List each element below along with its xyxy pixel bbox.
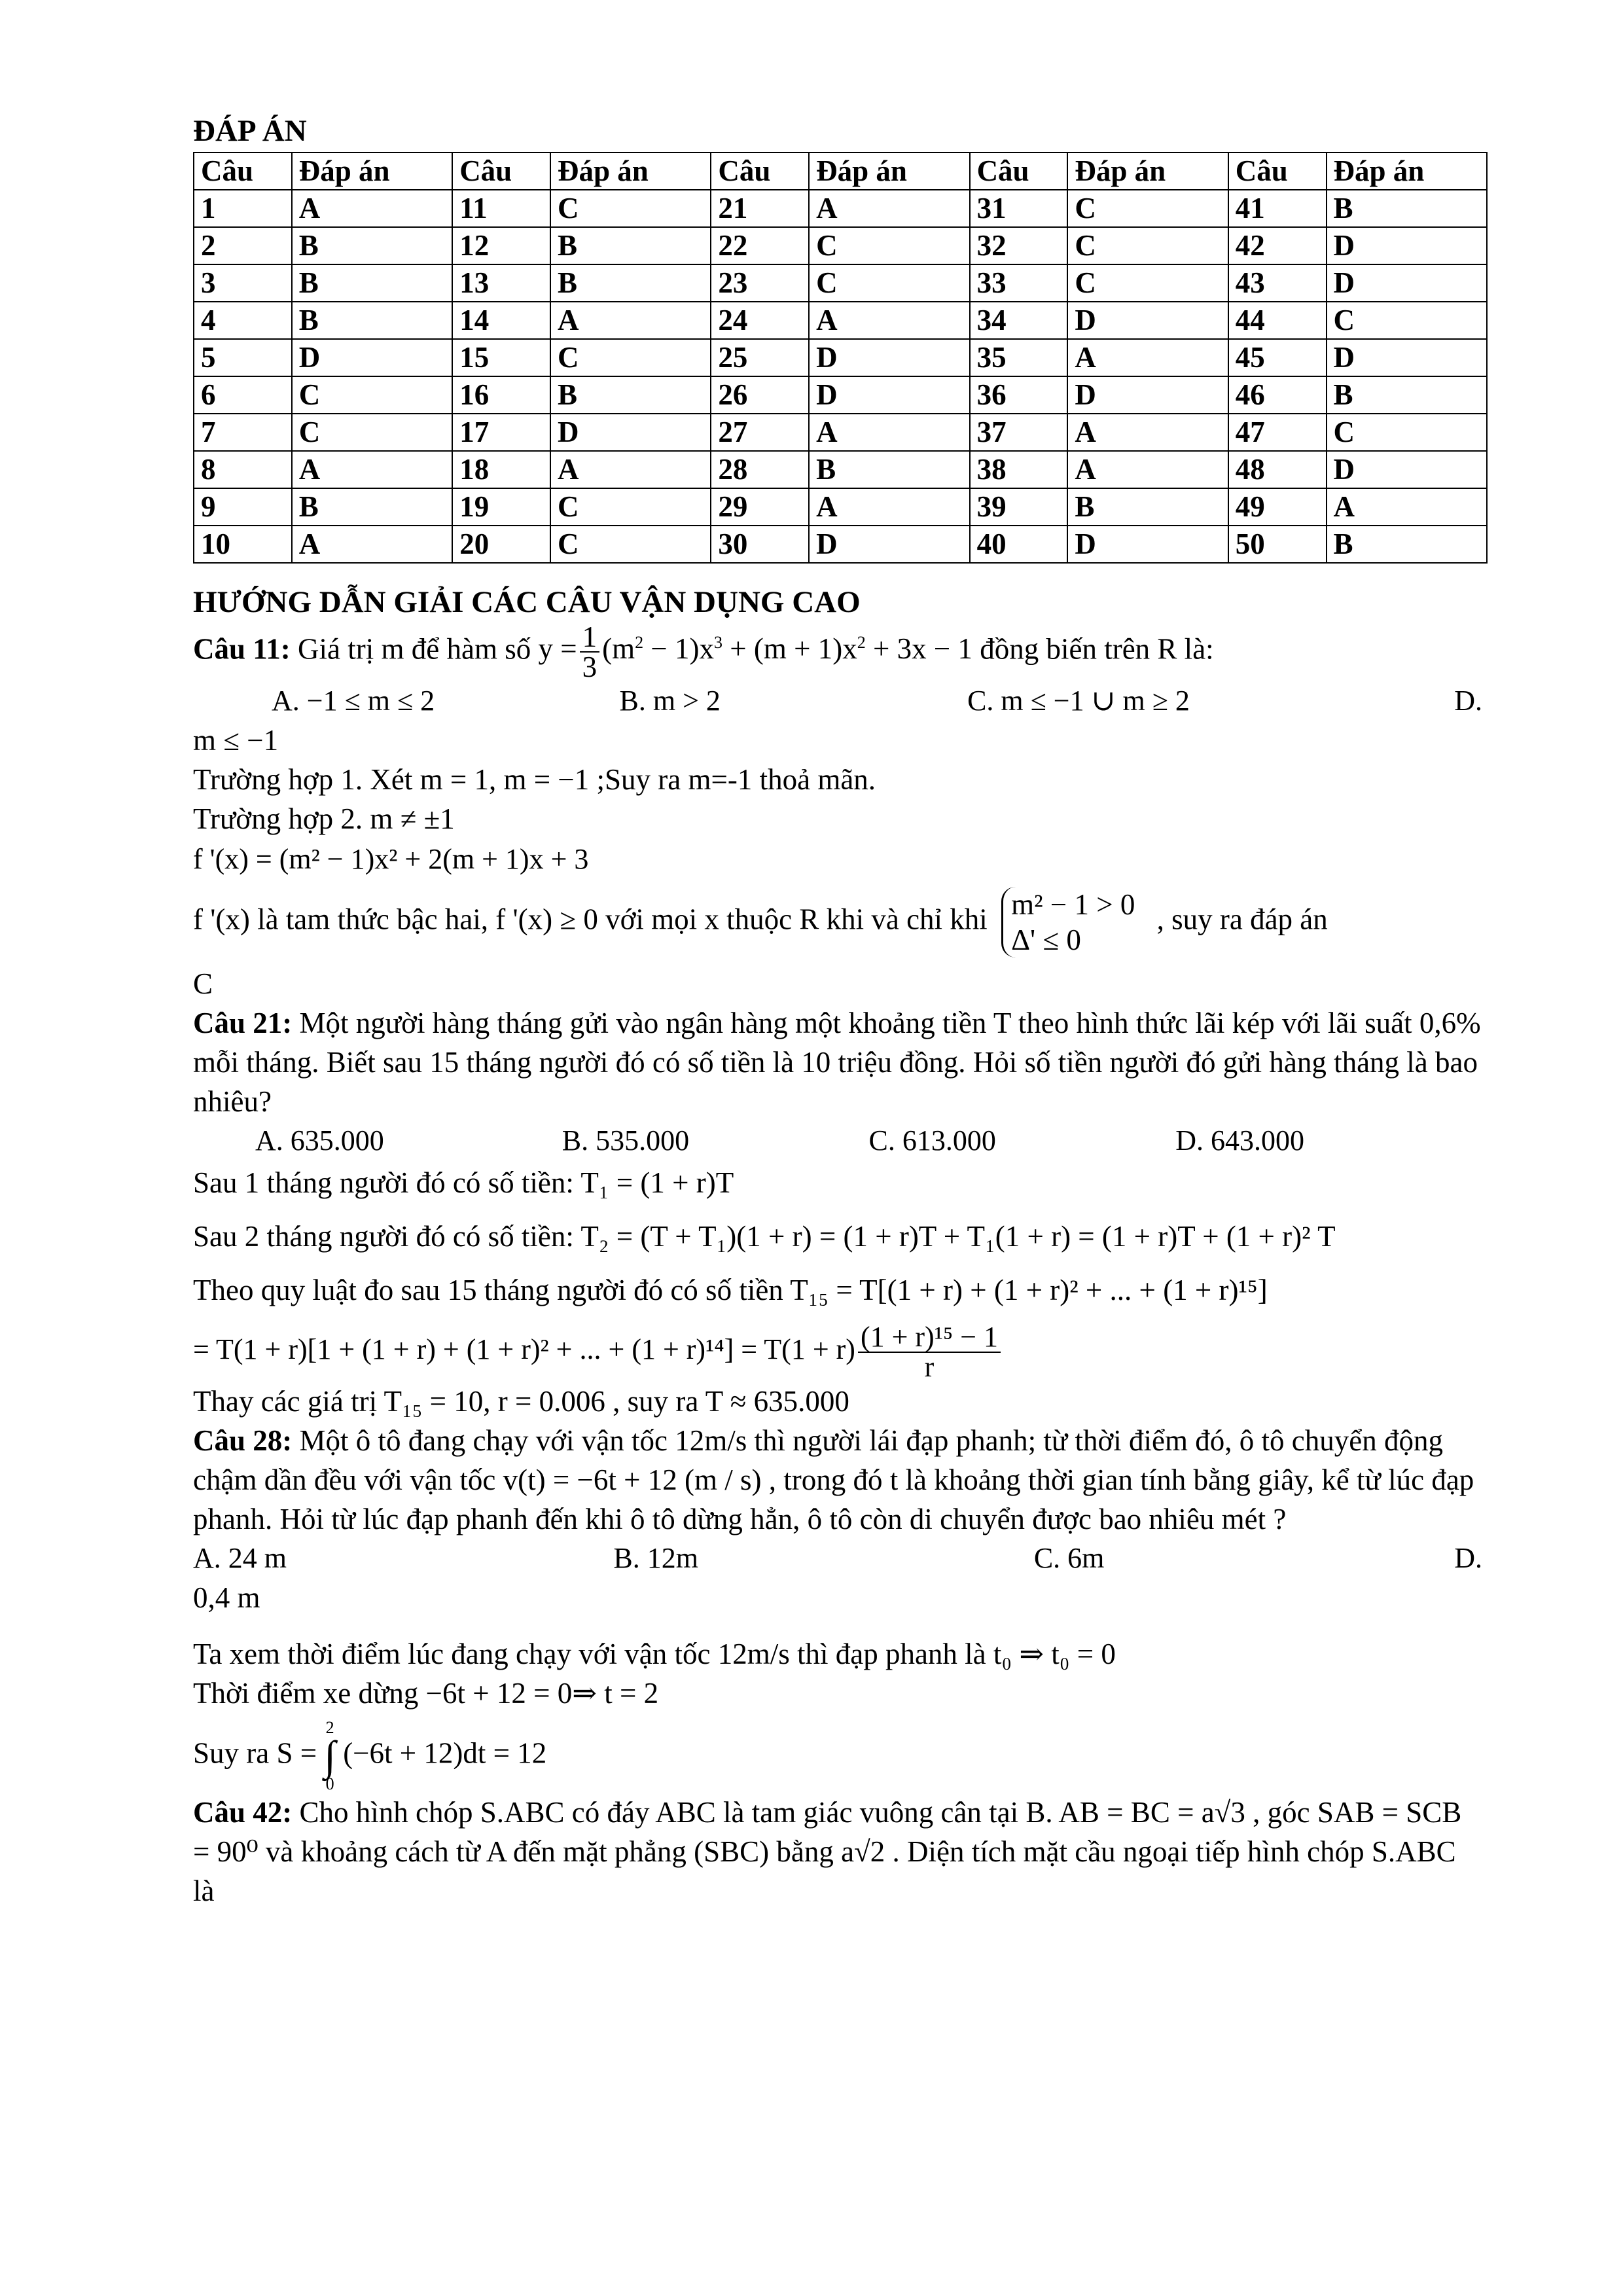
table-cell: B <box>1327 526 1487 563</box>
table-header-cell: Đáp án <box>292 152 452 190</box>
table-cell: 5 <box>194 339 292 376</box>
table-cell: C <box>292 376 452 414</box>
table-header-cell: Câu <box>452 152 550 190</box>
table-cell: D <box>809 376 969 414</box>
table-cell: A <box>292 526 452 563</box>
table-cell: 13 <box>452 264 550 302</box>
q28-line2: Thời điểm xe dừng −6t + 12 = 0⇒ t = 2 <box>193 1677 659 1710</box>
table-cell: A <box>809 302 969 339</box>
table-cell: 10 <box>194 526 292 563</box>
table-cell: B <box>292 488 452 526</box>
q11-label: Câu 11: <box>193 632 291 666</box>
q42-stem <box>193 1793 1482 1910</box>
q11-system-line1: m² − 1 > 0 <box>1011 888 1135 921</box>
table-cell: D <box>1067 376 1228 414</box>
table-cell: 29 <box>711 488 809 526</box>
q11-answer: C <box>193 967 213 1000</box>
q28-option-c: C. 6m <box>1033 1542 1105 1574</box>
table-cell: 41 <box>1228 190 1327 227</box>
q21-line4-a: = T(1 + r)[1 + (1 + r) + (1 + r)² + ... + (1 + r)¹⁴] = T(1 + r) <box>193 1333 855 1366</box>
table-cell: 4 <box>194 302 292 339</box>
table-cell: 17 <box>452 414 550 451</box>
table-cell: 50 <box>1228 526 1327 563</box>
q11-option-a: A. −1 ≤ m ≤ 2 <box>272 685 435 717</box>
table-cell: C <box>292 414 452 451</box>
table-cell: A <box>1067 414 1228 451</box>
q28-label: Câu 28: <box>193 1424 293 1457</box>
table-cell: 21 <box>711 190 809 227</box>
q28-line3-b: S = <box>276 1736 317 1770</box>
q28-option-d: 0,4 m <box>193 1581 260 1614</box>
table-header-cell: Câu <box>1228 152 1327 190</box>
table-cell: A <box>809 190 969 227</box>
table-cell: A <box>809 488 969 526</box>
q21-stem <box>193 1003 1482 1121</box>
table-cell: A <box>809 414 969 451</box>
answer-key-heading: ĐÁP ÁN <box>193 114 307 148</box>
integral-sign: 2 ∫ 0 <box>324 1718 336 1793</box>
table-row <box>194 190 1487 227</box>
q11-stem <box>193 622 1482 681</box>
q11-case1: Trường hợp 1. Xét m = 1, m = −1 ;Suy ra m=-1 thoả mãn. <box>193 763 876 796</box>
table-cell: 18 <box>452 451 550 488</box>
q21-fraction <box>858 1323 1001 1382</box>
q11-derivative: f '(x) = (m² − 1)x² + 2(m + 1)x + 3 <box>193 843 589 875</box>
table-row <box>194 302 1487 339</box>
q28-options <box>193 1539 1482 1578</box>
table-cell: D <box>1327 339 1487 376</box>
table-cell: 22 <box>711 227 809 264</box>
table-cell: 37 <box>970 414 1068 451</box>
table-header-row <box>194 152 1487 190</box>
table-header-cell: Đáp án <box>1327 152 1487 190</box>
table-cell: 19 <box>452 488 550 526</box>
table-cell: B <box>1327 190 1487 227</box>
table-cell: 30 <box>711 526 809 563</box>
q28-int-upper: 2 <box>325 1718 334 1737</box>
table-cell: 7 <box>194 414 292 451</box>
table-cell: C <box>550 488 711 526</box>
q21-line3: Theo quy luật đo sau 15 tháng người đó có số tiền T₁₅ = T[(1 + r) + (1 + r)² + ... + (1 + r)¹⁵] <box>193 1274 1268 1306</box>
q11-options <box>193 681 1482 721</box>
table-cell: B <box>1327 376 1487 414</box>
q21-options <box>193 1121 1482 1160</box>
q21-fraction-num: (1 + r)¹⁵ − 1 <box>858 1323 1001 1353</box>
q28-int-lower: 0 <box>325 1774 334 1793</box>
table-cell: D <box>1327 227 1487 264</box>
table-row <box>194 488 1487 526</box>
table-cell: D <box>809 526 969 563</box>
q21-text: Một người hàng tháng gửi vào ngân hàng một khoảng tiền T theo hình thức lãi kép với lãi suất 0,6% mỗi tháng. Biết sau 15 tháng người đó có số tiền là 10 triệu đồng. Hỏi số tiền người đó gửi hàng tháng là bao nhiêu? <box>193 1007 1481 1118</box>
table-header-cell: Câu <box>711 152 809 190</box>
table-cell: 28 <box>711 451 809 488</box>
q28-stem <box>193 1421 1482 1539</box>
table-cell: 11 <box>452 190 550 227</box>
table-cell: A <box>550 451 711 488</box>
q21-line5: Thay các giá trị T₁₅ = 10, r = 0.006 , suy ra T ≈ 635.000 <box>193 1385 849 1418</box>
q11-formula: y = $\frac{1}{3}$ $(m^2 - 1)x^3 + (m + 1)x^2 + 3x - 1$ <box>538 620 972 683</box>
table-cell: 35 <box>970 339 1068 376</box>
q11-option-c: C. m ≤ −1 ∪ m ≥ 2 <box>967 685 1190 717</box>
table-cell: 9 <box>194 488 292 526</box>
table-cell: B <box>550 264 711 302</box>
table-cell: 20 <box>452 526 550 563</box>
table-cell: B <box>550 227 711 264</box>
q28-text: Một ô tô đang chạy với vận tốc 12m/s thì người lái đạp phanh; từ thời điểm đó, ô tô chuyển động chậm dần đều với vận tốc v(t) = −6t + 12 (m / s) , trong đó t là khoảng thời gian tính bằng giây, kể từ lúc đạp phanh. Hỏi từ lúc đạp phanh đến khi ô tô dừng hẳn, ô tô còn di chuyển được bao nhiêu mét ? <box>193 1424 1474 1535</box>
table-cell: C <box>550 339 711 376</box>
table-cell: D <box>1327 451 1487 488</box>
q28-line1: Ta xem thời điểm lúc đang chạy với vận tốc 12m/s thì đạp phanh là t₀ ⇒ t₀ = 0 <box>193 1638 1116 1670</box>
q28-option-a: A. 24 m <box>193 1542 287 1574</box>
table-cell: 45 <box>1228 339 1327 376</box>
table-cell: 24 <box>711 302 809 339</box>
table-cell: C <box>1067 264 1228 302</box>
q21-option-b: B. 535.000 <box>562 1124 690 1157</box>
table-cell: B <box>292 227 452 264</box>
q21-option-a: A. 635.000 <box>255 1124 384 1157</box>
table-cell: C <box>809 264 969 302</box>
answer-table <box>193 152 1488 564</box>
table-cell: C <box>550 190 711 227</box>
table-cell: B <box>1067 488 1228 526</box>
document-page <box>193 111 1482 1910</box>
table-header-cell: Đáp án <box>550 152 711 190</box>
table-cell: B <box>809 451 969 488</box>
table-cell: B <box>292 264 452 302</box>
table-row <box>194 339 1487 376</box>
table-cell: C <box>809 227 969 264</box>
table-cell: 42 <box>1228 227 1327 264</box>
table-cell: D <box>809 339 969 376</box>
q21-line4 <box>193 1323 1482 1382</box>
table-cell: D <box>292 339 452 376</box>
q42-label: Câu 42: <box>193 1796 293 1829</box>
q11-system-line2: Δ' ≤ 0 <box>1011 924 1081 956</box>
table-cell: 44 <box>1228 302 1327 339</box>
table-cell: B <box>550 376 711 414</box>
table-cell: C <box>1067 190 1228 227</box>
table-cell: 15 <box>452 339 550 376</box>
table-row <box>194 227 1487 264</box>
table-cell: 40 <box>970 526 1068 563</box>
table-cell: 33 <box>970 264 1068 302</box>
q21-line1: Sau 1 tháng người đó có số tiền: T₁ = (1 + r)T <box>193 1166 734 1199</box>
table-cell: 14 <box>452 302 550 339</box>
q21-line2: Sau 2 tháng người đó có số tiền: T₂ = (T + T₁)(1 + r) = (1 + r)T + T₁(1 + r) = (1 + r)T + (1 + r)² T <box>193 1220 1336 1253</box>
q21-fraction-den: r <box>924 1351 935 1383</box>
table-row <box>194 451 1487 488</box>
table-cell: C <box>1327 302 1487 339</box>
table-cell: C <box>1067 227 1228 264</box>
table-cell: 31 <box>970 190 1068 227</box>
q11-option-b: B. m > 2 <box>619 685 721 717</box>
table-cell: D <box>550 414 711 451</box>
table-row <box>194 414 1487 451</box>
table-cell: 1 <box>194 190 292 227</box>
q28-option-d-label: D. <box>1454 1542 1482 1574</box>
table-cell: 12 <box>452 227 550 264</box>
table-cell: A <box>292 190 452 227</box>
q11-case2: Trường hợp 2. m ≠ ±1 <box>193 802 455 835</box>
q11-condition-b: , suy ra đáp án <box>1156 903 1328 936</box>
q11-option-d: m ≤ −1 <box>193 724 279 757</box>
q28-option-b: B. 12m <box>613 1542 698 1574</box>
table-cell: 3 <box>194 264 292 302</box>
table-cell: D <box>1327 264 1487 302</box>
table-cell: 43 <box>1228 264 1327 302</box>
section-title: HƯỚNG DẪN GIẢI CÁC CÂU VẬN DỤNG CAO <box>193 585 861 619</box>
q11-condition-a: f '(x) là tam thức bậc hai, f '(x) ≥ 0 với mọi x thuộc R khi và chỉ khi <box>193 903 988 936</box>
table-cell: 2 <box>194 227 292 264</box>
table-header-cell: Câu <box>194 152 292 190</box>
table-cell: 8 <box>194 451 292 488</box>
table-cell: 23 <box>711 264 809 302</box>
table-cell: 34 <box>970 302 1068 339</box>
q11-condition <box>193 887 1482 958</box>
table-cell: 39 <box>970 488 1068 526</box>
q11-system <box>1001 887 1143 958</box>
table-header-cell: Đáp án <box>809 152 969 190</box>
q42-text: Cho hình chóp S.ABC có đáy ABC là tam giác vuông cân tại B. AB = BC = a√3 , góc SAB = SCB = 90⁰ và khoảng cách từ A đến mặt phẳng (SBC) bằng a√2 . Diện tích mặt cầu ngoại tiếp hình chóp S.ABC là <box>193 1796 1462 1907</box>
table-header-cell: Câu <box>970 152 1068 190</box>
table-cell: 46 <box>1228 376 1327 414</box>
table-cell: C <box>1327 414 1487 451</box>
table-cell: 16 <box>452 376 550 414</box>
table-cell: A <box>1067 339 1228 376</box>
q11-option-d-label: D. <box>1454 685 1482 717</box>
table-cell: 26 <box>711 376 809 414</box>
table-cell: A <box>292 451 452 488</box>
q21-label: Câu 21: <box>193 1007 293 1039</box>
table-cell: D <box>1067 302 1228 339</box>
q21-option-c: C. 613.000 <box>868 1124 996 1157</box>
q28-line3-a: Suy ra <box>193 1736 270 1770</box>
table-cell: D <box>1067 526 1228 563</box>
table-cell: 47 <box>1228 414 1327 451</box>
table-cell: A <box>1067 451 1228 488</box>
table-cell: A <box>1327 488 1487 526</box>
table-cell: C <box>550 526 711 563</box>
table-cell: 48 <box>1228 451 1327 488</box>
table-cell: 36 <box>970 376 1068 414</box>
table-row <box>194 264 1487 302</box>
table-cell: 38 <box>970 451 1068 488</box>
table-cell: B <box>292 302 452 339</box>
table-header-cell: Đáp án <box>1067 152 1228 190</box>
table-row <box>194 376 1487 414</box>
table-cell: A <box>550 302 711 339</box>
q11-text-b: đồng biến trên R là: <box>980 632 1214 666</box>
table-cell: 27 <box>711 414 809 451</box>
q28-line3-c: (−6t + 12)dt = 12 <box>343 1736 547 1770</box>
table-cell: 32 <box>970 227 1068 264</box>
q11-text-a: Giá trị m để hàm số <box>298 632 531 666</box>
table-cell: 6 <box>194 376 292 414</box>
q21-option-d: D. 643.000 <box>1175 1124 1305 1157</box>
table-cell: 49 <box>1228 488 1327 526</box>
table-cell: 25 <box>711 339 809 376</box>
table-row <box>194 526 1487 563</box>
q28-line3 <box>193 1719 1482 1793</box>
